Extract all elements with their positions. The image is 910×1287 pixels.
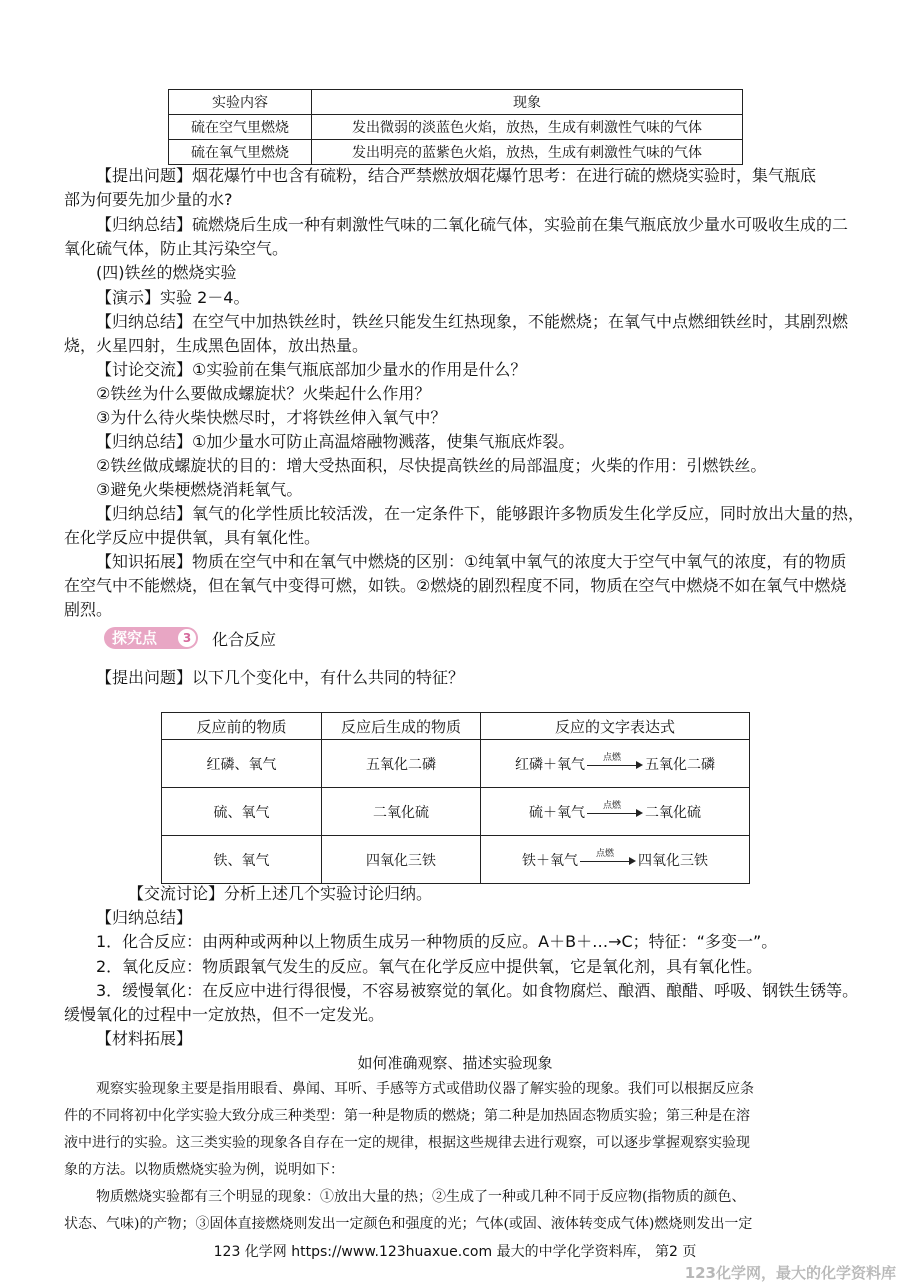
material-title: 如何准确观察、描述实验现象 (357, 1054, 553, 1072)
reaction-arrow-icon (580, 848, 636, 866)
text-line: 【归纳总结】硫燃烧后生成一种有刺激性气味的二氧化硫气体，实验前在集气瓶底放少量水可吸收生成的二 (96, 215, 849, 234)
text-line: 【提出问题】烟花爆竹中也含有硫粉，结合严禁燃放烟花爆竹思考：在进行硫的燃烧实验时，集气瓶底 (96, 166, 817, 185)
text-line: 2．氧化反应：物质跟氧气发生的反应。氧气在化学反应中提供氧，它是氧化剂，具有氧化性。 (96, 957, 763, 976)
equation-reactants: 铁＋氧气 (522, 852, 578, 869)
reaction-condition: 点燃 (595, 848, 614, 859)
table-header: 实验内容 (169, 90, 312, 115)
table-header: 现象 (312, 90, 743, 115)
text-line: ③为什么待火柴快燃尽时，才将铁丝伸入氧气中？ (96, 408, 447, 427)
text-line: 状态、气味)的产物；③固体直接燃烧则发出一定颜色和强度的光；气体(或固、液体转变成气体)燃烧则发出一定 (64, 1216, 753, 1232)
table-row (169, 140, 743, 165)
section-badge-label: 探究点 (112, 629, 158, 647)
table-cell: 发出明亮的蓝紫色火焰，放热，生成有刺激性气味的气体 (312, 140, 743, 165)
table-header: 反应前的物质 (162, 713, 322, 740)
text-line: 【提出问题】以下几个变化中，有什么共同的特征？ (96, 668, 465, 687)
text-line: 液中进行的实验。这三类实验的现象各自存在一定的规律，根据这些规律去进行观察，可以逐步掌握观察实验现 (64, 1135, 750, 1151)
text-line: 在空气中不能燃烧，但在氧气中变得可燃，如铁。②燃烧的剧烈程度不同，物质在空气中燃烧不如在氧气中燃烧 (64, 576, 847, 595)
table-header-row (169, 90, 743, 115)
equation-product: 二氧化硫 (645, 804, 701, 821)
table-cell: 硫在空气里燃烧 (169, 115, 312, 140)
text-line: 【交流讨论】分析上述几个实验讨论归纳。 (128, 884, 433, 903)
text-line: 在化学反应中提供氧，具有氧化性。 (64, 528, 321, 547)
watermark: 123化学网，最大的化学资料库 (684, 1264, 896, 1282)
table-cell: 铁、氧气 (162, 836, 322, 884)
text-line: 【归纳总结】 (96, 908, 193, 927)
word-equation (481, 788, 750, 836)
table-cell: 四氧化三铁 (322, 836, 481, 884)
table-cell: 硫、氧气 (162, 788, 322, 836)
page-footer: 123 化学网 https://www.123huaxue.com 最大的中学化学资料库， 第2 页 (213, 1244, 697, 1260)
text-line: 氧化硫气体，防止其污染空气。 (64, 239, 289, 258)
section-title: 化合反应 (212, 630, 277, 649)
text-line: ③避免火柴梗燃烧消耗氧气。 (96, 480, 303, 499)
text-line: 3．缓慢氧化：在反应中进行得很慢，不容易被察觉的氧化。如食物腐烂、酿酒、酿醋、呼吸、钢铁生锈等。 (96, 981, 859, 1000)
text-line: 缓慢氧化的过程中一定放热，但不一定发光。 (64, 1005, 385, 1024)
text-line: 物质燃烧实验都有三个明显的现象：①放出大量的热；②生成了一种或几种不同于反应物(指物质的颜色、 (96, 1189, 746, 1205)
table-header: 反应后生成的物质 (322, 713, 481, 740)
table-row (162, 836, 750, 884)
text-line: 【归纳总结】氧气的化学性质比较活泼，在一定条件下，能够跟许多物质发生化学反应，同时放出大量的热， (96, 504, 865, 523)
table-cell: 五氧化二磷 (322, 740, 481, 788)
table-cell: 二氧化硫 (322, 788, 481, 836)
table-row (162, 740, 750, 788)
text-line: 【知识拓展】物质在空气中和在氧气中燃烧的区别：①纯氧中氧气的浓度大于空气中氧气的浓度，有的物质 (96, 552, 847, 571)
text-line: 件的不同将初中化学实验大致分成三种类型：第一种是物质的燃烧；第二种是加热固态物质实验；第三种是在溶 (64, 1108, 750, 1124)
text-line: ②铁丝为什么要做成螺旋状？火柴起什么作用？ (96, 384, 431, 403)
equation-reactants: 红磷＋氧气 (515, 756, 585, 773)
word-equation (481, 836, 750, 884)
text-line: 剧烈。 (64, 600, 113, 619)
text-line: 部为何要先加少量的水? (64, 190, 233, 209)
equation-product: 五氧化二磷 (645, 756, 715, 773)
text-line: (四)铁丝的燃烧实验 (96, 263, 237, 282)
text-line: 【讨论交流】①实验前在集气瓶底部加少量水的作用是什么？ (96, 360, 527, 379)
text-line: 烧，火星四射，生成黑色固体，放出热量。 (64, 336, 369, 355)
text-line: 【归纳总结】①加少量水可防止高温熔融物溅落，使集气瓶底炸裂。 (96, 432, 575, 451)
table-cell: 硫在氧气里燃烧 (169, 140, 312, 165)
table-cell: 红磷、氧气 (162, 740, 322, 788)
text-line: 象的方法。以物质燃烧实验为例，说明如下： (64, 1162, 344, 1178)
text-line: 【归纳总结】在空气中加热铁丝时，铁丝只能发生红热现象，不能燃烧；在氧气中点燃细铁丝时，其剧烈燃 (96, 312, 849, 331)
section-number-icon: 3 (178, 629, 196, 647)
text-line: ②铁丝做成螺旋状的目的：增大受热面积，尽快提高铁丝的局部温度；火柴的作用：引燃铁丝。 (96, 456, 767, 475)
text-line: 【演示】实验 2－4。 (96, 288, 250, 307)
section-badge (104, 627, 198, 649)
sulfur-combustion-table (168, 89, 743, 165)
reaction-table (161, 712, 750, 884)
table-header-row (162, 713, 750, 740)
table-cell: 发出微弱的淡蓝色火焰，放热，生成有刺激性气味的气体 (312, 115, 743, 140)
equation-reactants: 硫＋氧气 (529, 804, 585, 821)
reaction-arrow-icon (587, 752, 643, 770)
table-row (169, 115, 743, 140)
text-line: 【材料拓展】 (96, 1029, 193, 1048)
reaction-condition: 点燃 (602, 752, 621, 763)
table-row (162, 788, 750, 836)
reaction-condition: 点燃 (602, 800, 621, 811)
equation-product: 四氧化三铁 (638, 852, 708, 869)
reaction-arrow-icon (587, 800, 643, 818)
word-equation (481, 740, 750, 788)
text-line: 观察实验现象主要是指用眼看、鼻闻、耳听、手感等方式或借助仪器了解实验的现象。我们可以根据反应条 (96, 1081, 754, 1097)
table-header: 反应的文字表达式 (481, 713, 750, 740)
text-line: 1．化合反应：由两种或两种以上物质生成另一种物质的反应。A＋B＋…→C；特征：“多变一”。 (96, 932, 778, 951)
